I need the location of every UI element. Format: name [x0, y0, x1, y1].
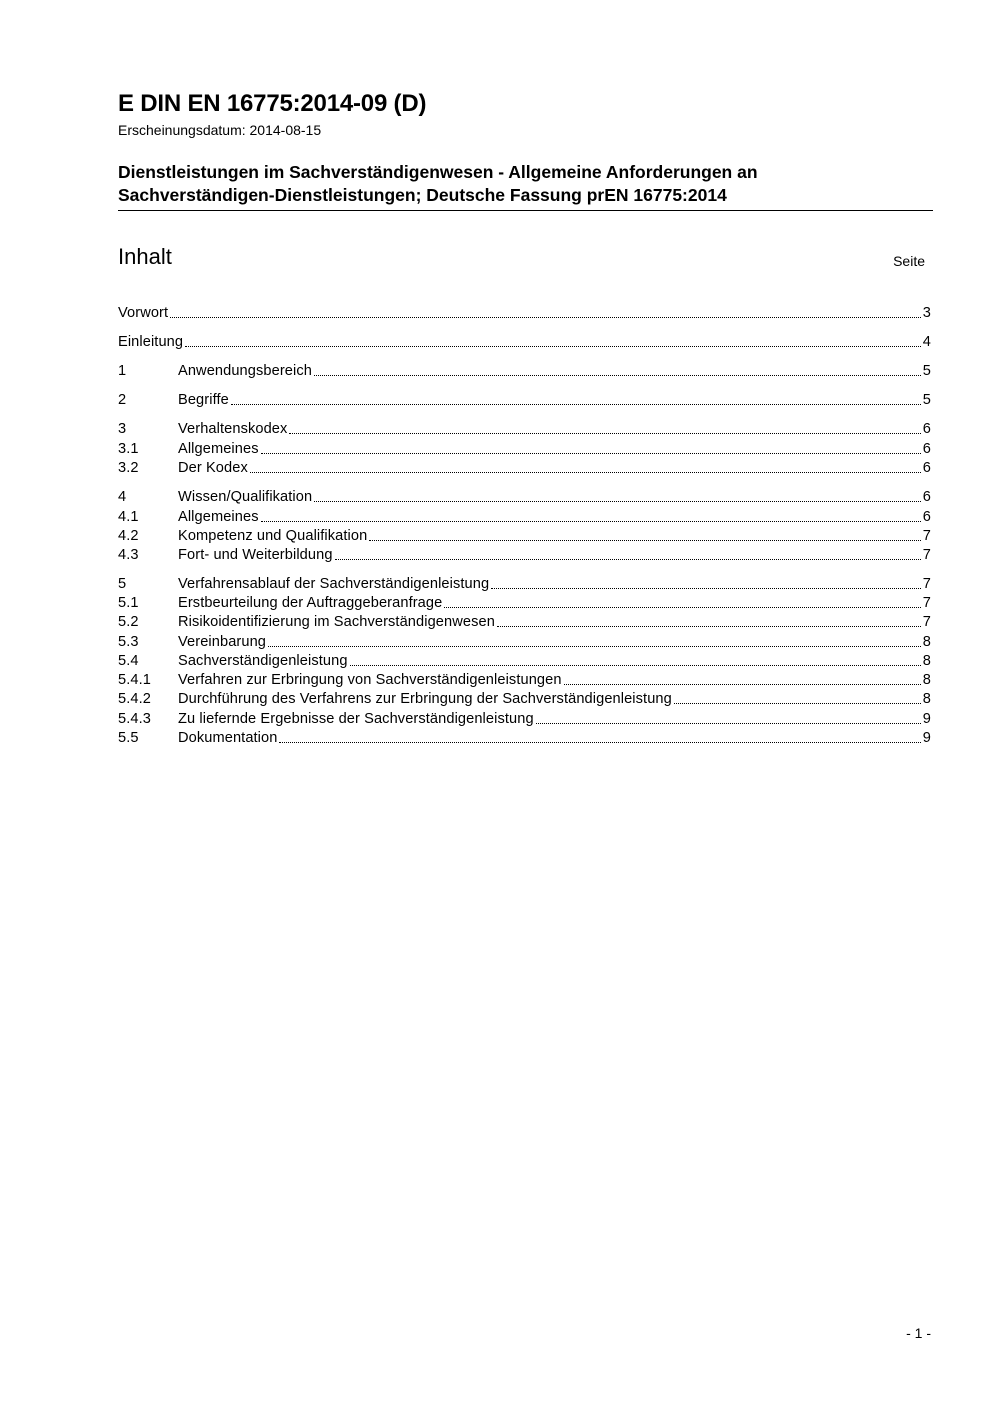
toc-entry-number: 2: [118, 391, 127, 408]
toc-entry-title: Einleitung: [118, 333, 184, 350]
toc-entry-title: Kompetenz und Qualifikation: [178, 527, 368, 544]
toc-entry-number: 3.1: [118, 440, 139, 457]
toc-entry[interactable]: [118, 707, 931, 727]
toc-dot-leader: [350, 650, 921, 666]
toc-entry-page: 8: [922, 690, 931, 707]
toc-entry-number: 4: [118, 488, 127, 505]
toc-entry-page: 9: [922, 710, 931, 727]
toc-dot-leader: [170, 302, 921, 318]
toc-entry-page: 7: [922, 613, 931, 630]
toc-entry[interactable]: [118, 726, 931, 746]
toc-entry[interactable]: [118, 572, 931, 592]
toc-entry-number: 5.4: [118, 652, 139, 669]
toc-entry[interactable]: [118, 610, 931, 630]
toc-dot-leader: [674, 688, 921, 704]
toc-dot-leader: [314, 360, 921, 376]
toc-entry[interactable]: [118, 388, 931, 408]
toc-entry-number: 5.4.3: [118, 710, 151, 727]
toc-entry-page: 6: [922, 440, 931, 457]
toc-dot-leader: [268, 631, 921, 647]
toc-entry-title: Vereinbarung: [178, 633, 267, 650]
toc-entry[interactable]: [118, 543, 931, 563]
toc-entry-title: Wissen/Qualifikation: [178, 488, 313, 505]
toc-entry-page: 5: [922, 391, 931, 408]
toc-entry-number: 4.1: [118, 508, 139, 525]
toc-page-label: Seite: [893, 253, 925, 269]
toc-entry-title: Begriffe: [178, 391, 229, 408]
toc-dot-leader: [314, 486, 921, 502]
toc-entry[interactable]: [118, 456, 931, 476]
toc-entry-page: 8: [922, 652, 931, 669]
toc-dot-leader: [444, 592, 920, 608]
toc-dot-leader: [250, 457, 921, 473]
toc-entry-number: 5.4.1: [118, 671, 151, 688]
toc-entry[interactable]: [118, 330, 931, 350]
page-number: - 1 -: [906, 1325, 931, 1341]
toc-entry-title: Dokumentation: [178, 729, 278, 746]
toc-dot-leader: [491, 573, 921, 589]
toc-entry-page: 8: [922, 633, 931, 650]
toc-entry-title: Erstbeurteilung der Auftraggeberanfrage: [178, 594, 443, 611]
toc-entry-page: 7: [922, 594, 931, 611]
toc-entry[interactable]: [118, 417, 931, 437]
toc-dot-leader: [231, 389, 921, 405]
toc-entry-title: Vorwort: [118, 304, 169, 321]
publication-date: Erscheinungsdatum: 2014-08-15: [118, 122, 322, 138]
toc-entry-page: 6: [922, 508, 931, 525]
toc-entry-page: 9: [922, 729, 931, 746]
toc-entry-page: 6: [922, 459, 931, 476]
document-title-line-2: Sachverständigen-Dienstleistungen; Deutsche Fassung prEN 16775:2014: [118, 185, 727, 205]
toc-entry[interactable]: [118, 649, 931, 669]
toc-entry-page: 3: [922, 304, 931, 321]
toc-dot-leader: [536, 708, 921, 724]
toc-entry-title: Durchführung des Verfahrens zur Erbringung der Sachverständigenleistung: [178, 690, 672, 707]
toc-dot-leader: [261, 438, 921, 454]
toc-entry-title: Der Kodex: [178, 459, 248, 476]
toc-entry-page: 7: [922, 575, 931, 592]
toc-entry-title: Sachverständigenleistung: [178, 652, 348, 669]
toc-entry[interactable]: [118, 301, 931, 321]
toc-entry-title: Zu liefernde Ergebnisse der Sachverständigenleistung: [178, 710, 534, 727]
toc-entry[interactable]: [118, 591, 931, 611]
toc-entry-number: 5.4.2: [118, 690, 151, 707]
toc-entry-page: 4: [922, 333, 931, 350]
toc-entry-number: 5: [118, 575, 127, 592]
toc-dot-leader: [279, 727, 920, 743]
toc-entry-number: 5.5: [118, 729, 139, 746]
toc-dot-leader: [335, 544, 921, 560]
toc-entry-number: 1: [118, 362, 127, 379]
toc-dot-leader: [564, 669, 921, 685]
toc-entry-title: Verfahren zur Erbringung von Sachverständigenleistungen: [178, 671, 562, 688]
toc-entry-page: 6: [922, 488, 931, 505]
toc-entry-title: Fort- und Weiterbildung: [178, 546, 333, 563]
toc-entry[interactable]: [118, 668, 931, 688]
toc-entry-title: Allgemeines: [178, 508, 259, 525]
toc-entry[interactable]: [118, 687, 931, 707]
toc-entry[interactable]: [118, 485, 931, 505]
toc-entry[interactable]: [118, 524, 931, 544]
toc-dot-leader: [369, 525, 920, 541]
toc-entry[interactable]: [118, 630, 931, 650]
toc-entry-page: 7: [922, 527, 931, 544]
toc-dot-leader: [497, 611, 921, 627]
document-id: E DIN EN 16775:2014-09 (D): [118, 90, 427, 117]
toc-entry-number: 4.3: [118, 546, 139, 563]
document-title-line-1: Dienstleistungen im Sachverständigenwesen - Allgemeine Anforderungen an: [118, 162, 758, 182]
toc-entry[interactable]: [118, 437, 931, 457]
toc-entry-title: Verhaltenskodex: [178, 420, 288, 437]
document-title: [118, 161, 933, 211]
toc-entry-number: 5.3: [118, 633, 139, 650]
toc-entry-title: Verfahrensablauf der Sachverständigenleistung: [178, 575, 490, 592]
toc-entry-number: 3: [118, 420, 127, 437]
toc-entry-page: 7: [922, 546, 931, 563]
toc-entry-number: 3.2: [118, 459, 139, 476]
toc-entry-number: 4.2: [118, 527, 139, 544]
toc-entry-title: Anwendungsbereich: [178, 362, 312, 379]
toc-entry-title: Allgemeines: [178, 440, 259, 457]
toc-heading: Inhalt: [118, 244, 172, 269]
toc-entry-page: 8: [922, 671, 931, 688]
toc-entry-page: 5: [922, 362, 931, 379]
toc-entry-number: 5.1: [118, 594, 139, 611]
toc-dot-leader: [289, 418, 920, 434]
toc-dot-leader: [261, 506, 921, 522]
toc-entry[interactable]: [118, 359, 931, 379]
toc-entry-page: 6: [922, 420, 931, 437]
toc-dot-leader: [185, 331, 921, 347]
toc-entry-number: 5.2: [118, 613, 139, 630]
toc-entry-title: Risikoidentifizierung im Sachverständigenwesen: [178, 613, 495, 630]
toc-entry[interactable]: [118, 505, 931, 525]
